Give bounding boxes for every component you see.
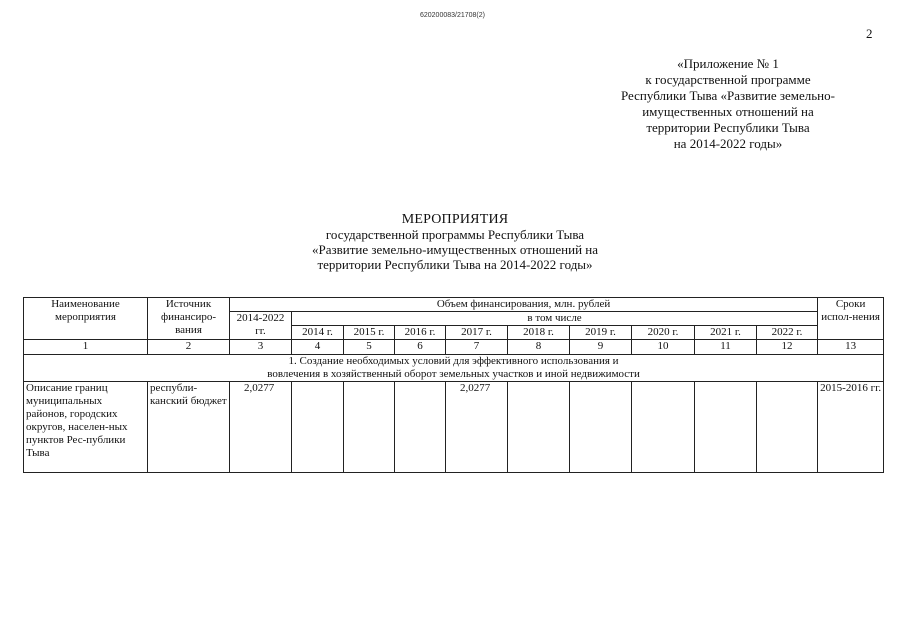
funding-year-cell [695,382,757,473]
measure-name: Описание границ муниципальных районов, городских округов, населен-ных пунктов Рес-публики Тыва [24,382,148,473]
column-number: 2 [148,340,230,355]
appendix-note [580,56,876,152]
column-number: 3 [230,340,292,355]
column-number: 4 [292,340,344,355]
title-main: МЕРОПРИЯТИЯ [401,212,509,227]
appendix-line: на 2014-2022 годы» [673,136,783,151]
column-number: 8 [508,340,570,355]
funding-year-cell: 2,0277 [446,382,508,473]
funding-year-cell [395,382,446,473]
header-year: 2022 г. [757,326,818,340]
funding-year-cell [292,382,344,473]
column-number: 6 [395,340,446,355]
column-number: 5 [344,340,395,355]
column-number: 11 [695,340,757,355]
header-deadline: Сроки испол-нения [818,298,884,340]
title-line: «Развитие земельно-имущественных отношений на [311,242,599,257]
title-line: государственной программы Республики Тыва [325,227,585,242]
header-year: 2018 г. [508,326,570,340]
funding-year-cell [632,382,695,473]
header-year: 2017 г. [446,326,508,340]
section-title [24,355,884,382]
funding-year-cell [344,382,395,473]
column-number: 7 [446,340,508,355]
appendix-line: «Приложение № 1 [677,56,779,71]
header-including: в том числе [292,312,818,326]
appendix-line: Республики Тыва «Развитие земельно- [621,88,835,103]
title-line: территории Республики Тыва на 2014-2022 годы» [317,257,593,272]
header-year: 2019 г. [570,326,632,340]
table-row [24,382,884,473]
header-total: 2014-2022 гг. [230,312,292,340]
column-number: 13 [818,340,884,355]
funding-year-cell [570,382,632,473]
column-number: 1 [24,340,148,355]
section-title-line: 1. Создание необходимых условий для эффективного использования и [288,355,619,367]
header-year: 2015 г. [344,326,395,340]
funding-year-cell [508,382,570,473]
header-year: 2020 г. [632,326,695,340]
header-year: 2016 г. [395,326,446,340]
document-code: 620200083/21708(2) [419,12,485,19]
deadline: 2015-2016 гг. [818,382,884,473]
header-name: Наименование мероприятия [24,298,148,340]
section-row [24,355,884,382]
section-title-line: вовлечения в хозяйственный оборот земельных участков и иной недвижимости [267,368,640,380]
column-number-row [24,340,884,355]
column-number: 10 [632,340,695,355]
header-source: Источник финансиро-вания [148,298,230,340]
header-funding: Объем финансирования, млн. рублей [230,298,818,312]
header-year: 2014 г. [292,326,344,340]
appendix-line: территории Республики Тыва [646,120,810,135]
page-number: 2 [866,26,873,41]
column-number: 12 [757,340,818,355]
column-number: 9 [570,340,632,355]
funding-total: 2,0277 [230,382,292,473]
appendix-line: имущественных отношений на [642,104,814,119]
funding-source: республи-канский бюджет [148,382,230,473]
document-title [180,212,730,272]
header-year: 2021 г. [695,326,757,340]
measures-table [23,297,884,473]
appendix-line: к государственной программе [645,72,811,87]
funding-year-cell [757,382,818,473]
